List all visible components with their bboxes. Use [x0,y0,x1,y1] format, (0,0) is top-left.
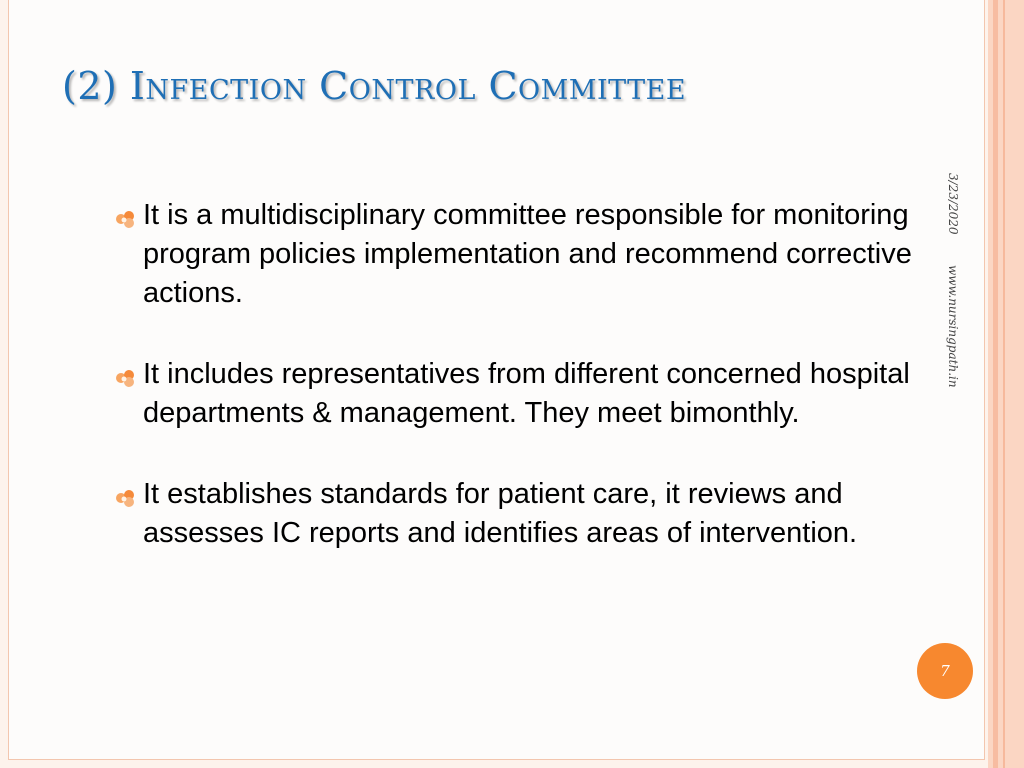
decorative-side-stripe [993,0,998,768]
flower-bullet-icon [112,367,140,389]
slide-website: www.nursingpath.in [946,265,960,388]
bullet-text: It includes representatives from different concerned hospital departments & management. They meet bimonthly. [143,358,910,429]
slide-title: (2) Infection Control Committee [62,64,687,108]
list-item [108,475,928,553]
bullet-text: It establishes standards for patient care, it reviews and assesses IC reports and identifies areas of intervention. [143,478,858,549]
flower-bullet-icon [112,208,140,230]
bullet-text: It is a multidisciplinary committee responsible for monitoring program policies implementation and recommend corrective actions. [143,199,912,309]
bullet-list [108,196,928,595]
decorative-side-line [1003,0,1005,768]
page-number: 7 [940,662,950,680]
slide-footer-vertical [938,173,982,433]
list-item [108,355,928,433]
list-item [108,196,928,313]
slide-date: 3/23/2020 [946,173,960,235]
flower-bullet-icon [112,487,140,509]
page-number-badge [917,643,973,699]
